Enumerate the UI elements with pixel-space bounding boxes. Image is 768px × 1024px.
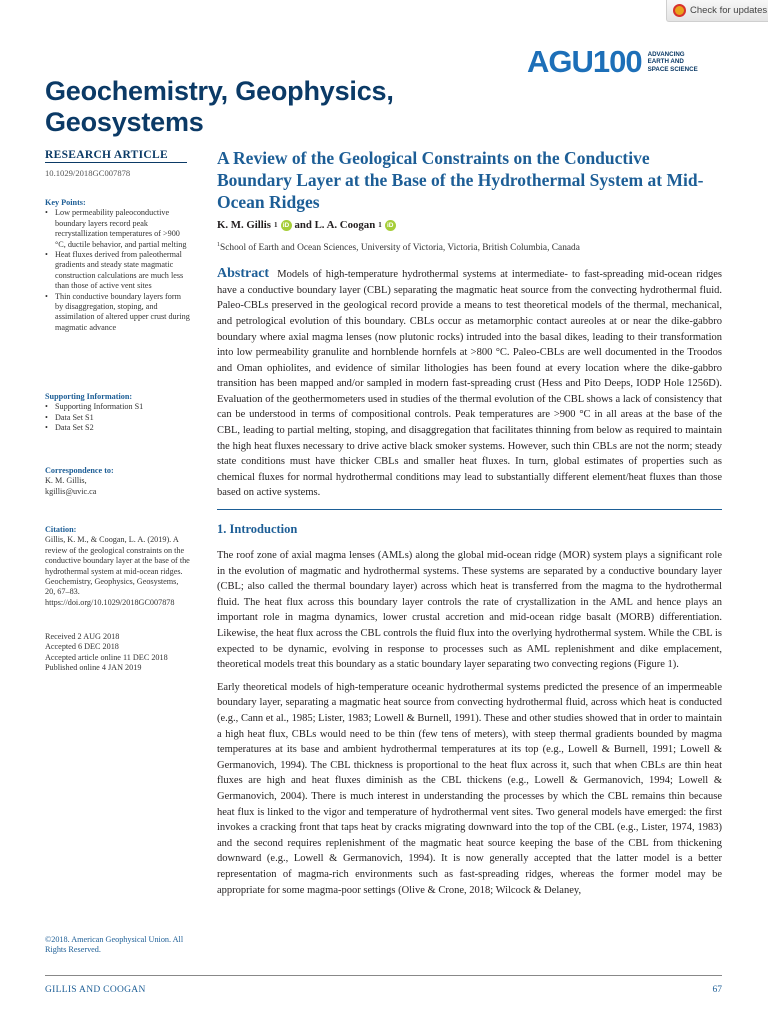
supporting-item-link[interactable]: • Data Set S2: [45, 423, 190, 433]
correspondence: [45, 466, 190, 497]
supporting-item-link[interactable]: • Data Set S1: [45, 413, 190, 423]
date-received: Received 2 AUG 2018: [45, 632, 120, 641]
sidebar: [45, 149, 195, 955]
orcid-icon[interactable]: iD: [385, 220, 396, 231]
agu-logo: [527, 44, 698, 79]
citation: [45, 525, 190, 608]
affiliation-text: School of Earth and Ocean Sciences, University of Victoria, Victoria, British Columbia, Canada: [220, 243, 580, 254]
date-published: Published online 4 JAN 2019: [45, 663, 142, 673]
abstract-text: Models of high-temperature hydrothermal systems at intermediate- to fast-spreading mid-ocean ridges have a conductive boundary layer (CBL) separating the magmatic heat source from the convecting hydrothermal fluid. Paleo-CBLs preserved in the geological record provide a means to test theoretical models of the thermal, mechanical, and petrological evolution of this boundary. CBLs occur as metamorphic contact aureoles at or near the dike-gabbro boundary where axial magma lenses (now plutonic rocks) intruded into the basal dikes, leading to their transformation into low permeability granulite and hornblende hornfels at >800 °C. Paleo-CBLs are well documented in the Troodos and Oman ophiolites, and evidence of similar lithologies has been found at every location where the dike-gabbro transition has been mapped and/or sampled in modern fast-spreading crust (Hess and Pito Deeps, IODP Hole 1256D). Evaluation of the geothermometers used in studies of the thermal evolution of the CBL shows a lack of consistency that can be understood in terms of compositional controls. Peak temperatures are >900 °C in all areas at the base of the CBL, leading to partial melting, stoping, and disaggregation that facilitates thinning from below as required to maintain the high heat fluxes necessary to drive active black smoker systems. However, such thin CBLs are not the norm; steady state conditions must have thicker CBLs and smaller heat fluxes. In turn, global estimates of properties such as chemical fluxes for normal hydrothermal conditions may lead to substantially different element/heat fluxes than those based on active systems.: [217, 269, 722, 499]
body-paragraph: Early theoretical models of high-temperature oceanic hydrothermal systems predicted the presence of an impermeable boundary layer, separating a magmatic heat source from convecting hydrothermal fluid, across which heat is conducted (e.g., Cann et al., 1985; Lister, 1983; Lowell & Burnell, 1991). These and other studies showed that in order to maintain a high heat flux, CBLs would need to be thin (few tens of meters), with steep thermal gradients bounded by magma temperatures at its base and ambient hydrothermal temperatures at its top (e.g., Lowell & Burnell, 1991; Lowell & Germanovich, 1994). The CBL thickness is proportional to the heat flux across it, such that when CBLs are thin heat fluxes are high and heat fluxes diminish as the CBL thickens (e.g., Lowell & Germanovich, 1994; Lowell & Germanovich, 2004). There is much interest in understanding the processes by which the CBL remains thin because heat flux is linked to the vigor and temperature of hydrothermal vent sites. Two general models have emerged: the first invokes a cracking front that taps heat by cracks migrating downward into the top of the CBL (e.g., Lister, 1974, 1983) and the second requires replenishment of the magmatic heat source keeping the base of the CBL from thickening downward (e.g., Lowell & Germanovich, 1994). It is now generally accepted that the latter model is a better representation of magma-rich environments such as fast-spreading ridges, whereas the former model may be appropriate for some magma-poor settings (Olive & Crone, 2018; Wilcock & Delaney,: [217, 681, 722, 896]
correspondence-heading: Correspondence to:: [45, 466, 114, 475]
abstract-heading: Abstract: [217, 266, 270, 282]
key-point: • Heat fluxes derived from paleothermal gradients and steady state magmatic construction calculations are much less than those of active vent sites: [45, 250, 190, 292]
correspondence-name: K. M. Gillis,: [45, 476, 87, 486]
authors: [217, 219, 722, 231]
agu-tagline: [648, 51, 698, 73]
citation-heading: Citation:: [45, 525, 77, 534]
journal-title: Geochemistry, Geophysics, Geosystems: [45, 76, 394, 137]
agu-tagline-line: ADVANCING: [647, 50, 685, 58]
date-accepted-online: Accepted article online 11 DEC 2018: [45, 652, 168, 662]
section-divider: [217, 509, 722, 510]
agu-tagline-line: SPACE SCIENCE: [647, 65, 698, 73]
affiliation-sup: 1: [217, 242, 220, 248]
body-paragraph: The roof zone of axial magma lenses (AMLs) along the global mid-ocean ridge (MOR) system plays a significant role in the evolution of magmatic and hydrothermal systems. These systems are separated by a conductive boundary layer (CBL; also called the thermal boundary layer) across which heat is transferred from the magma to the hydrothermal fluid. The heat flux across this boundary layer controls the rate of crystallization in the AML and hence plays an important role in magma dynamics, lower crustal accretion and mid-ocean ridge basalt (MORB) differentiation. Likewise, the heat flux across the CBL controls the fluid flux into the overlying hydrothermal system. While the CBL is expected to be dynamic, evolving in response to processes such as AML replenishment and dike emplacement, theoretical models treat this boundary as a static boundary layer separating two convecting regions (Figure 1).: [217, 550, 722, 671]
orcid-icon[interactable]: iD: [281, 220, 292, 231]
author-affil-sup: 1: [378, 221, 382, 229]
agu-tagline-line: EARTH AND: [647, 58, 684, 66]
page-number: 67: [712, 985, 722, 995]
key-point: • Thin conductive boundary layers form by disaggregation, stoping, and assimilation of altered upper crust during magmatic advance: [45, 292, 190, 334]
key-point: • Low permeability paleoconductive boundary layers record peak recrystallization temperatures of >900 °C, ductile behavior, and partial melting: [45, 208, 190, 250]
date-accepted: Accepted 6 DEC 2018: [45, 642, 119, 652]
footer-divider: [45, 975, 722, 976]
author-affil-sup: 1: [274, 221, 278, 229]
check-for-updates-label: Check for updates: [690, 5, 768, 16]
supporting-item-link[interactable]: • Supporting Information S1: [45, 402, 190, 412]
key-points-heading: Key Points:: [45, 198, 86, 207]
article-type: RESEARCH ARTICLE: [45, 150, 187, 163]
key-points: [45, 198, 190, 333]
correspondence-email-link[interactable]: kgillis@uvic.ca: [45, 486, 97, 496]
section-heading: 1. Introduction: [217, 522, 298, 537]
agu-mark: AGU100: [527, 44, 642, 79]
check-for-updates-button[interactable]: [666, 0, 768, 22]
author-name[interactable]: K. M. Gillis: [217, 219, 271, 231]
supporting-information: [45, 392, 190, 434]
main-content: [217, 147, 722, 898]
author-name[interactable]: and L. A. Coogan: [294, 219, 376, 231]
crossmark-icon: [673, 4, 686, 17]
affiliation: [217, 242, 722, 253]
running-head: GILLIS AND COOGAN: [45, 985, 146, 995]
paper-title: A Review of the Geological Constraints on the Conductive Boundary Layer at the Base of the Hydrothermal System at Mid-Ocean Ridges: [217, 148, 704, 212]
doi[interactable]: 10.1029/2018GC007878: [45, 168, 131, 179]
supporting-information-heading: Supporting Information:: [45, 392, 133, 401]
abstract: [217, 266, 722, 501]
citation-text: Gillis, K. M., & Coogan, L. A. (2019). A review of the geological constraints on the conductive boundary layer at the base of the hydrothermal system at mid-ocean ridges. Geochemistry, Geophysics, Geosystems, 20, 67–83. https://doi.org/10.1029/2018GC007878: [45, 535, 190, 607]
copyright: ©2018. American Geophysical Union. All Rights Reserved.: [45, 935, 184, 955]
publication-dates: [45, 632, 195, 674]
